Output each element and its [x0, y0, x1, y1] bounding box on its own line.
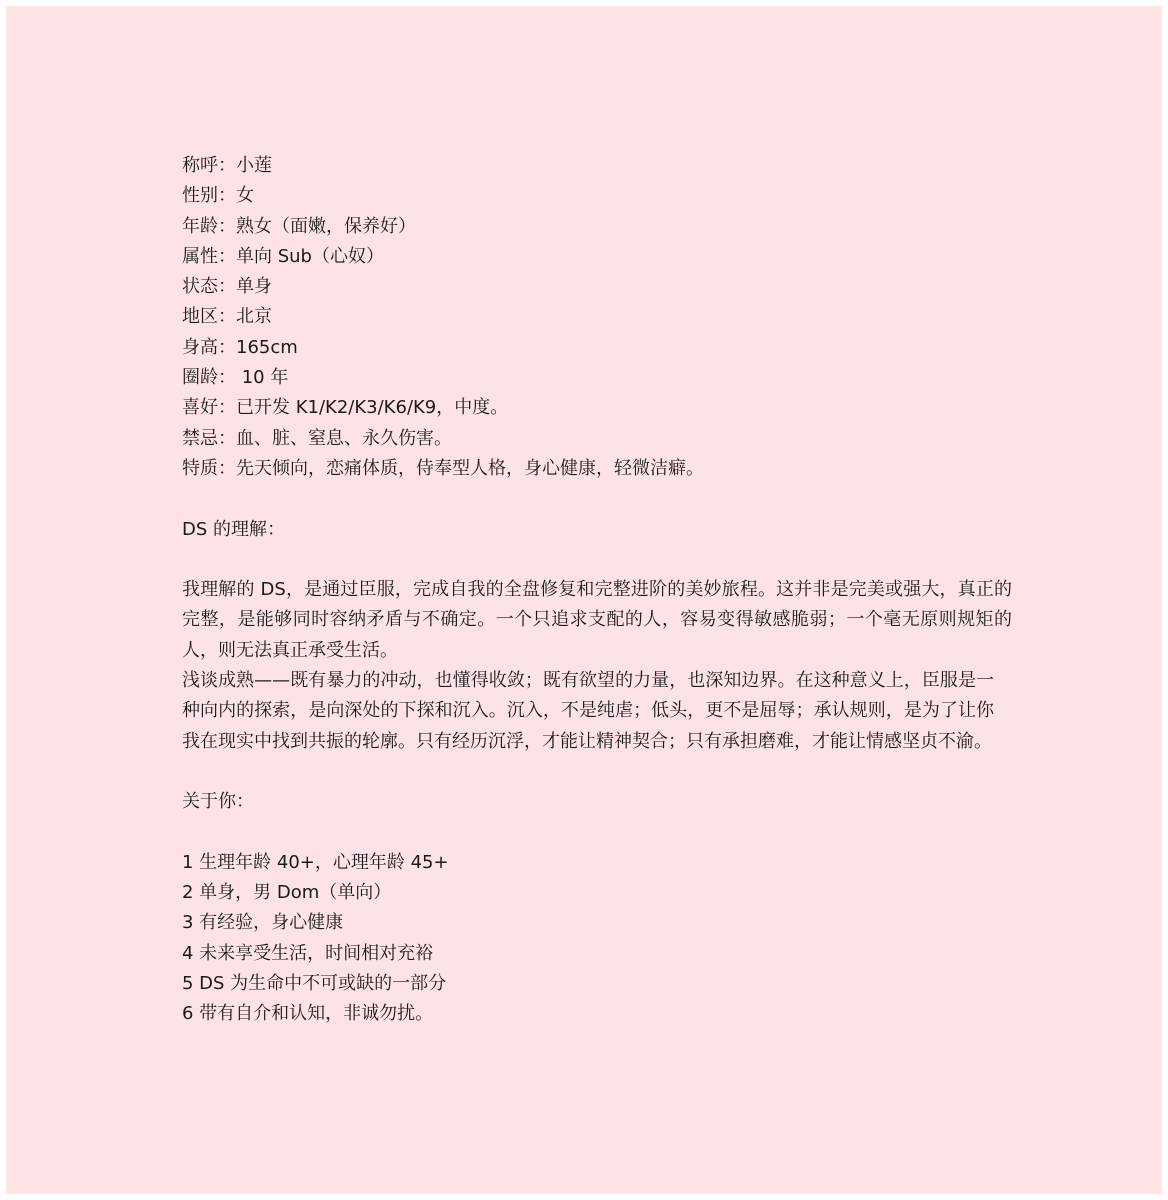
spacer [182, 757, 1012, 787]
profile-experience: 圈龄： 10 年 [182, 367, 289, 389]
ds-paragraph-1: 我理解的 DS，是通过臣服，完成自我的全盘修复和完整进阶的美妙旅程。这并非是完美或强大，真正的完整，是能够同时容纳矛盾与不确定。一个只追求支配的人，容易变得敏感脆弱；一个毫无原则规矩的人，则无法真正承受生活。 [182, 579, 1012, 661]
profile-attribute: 属性：单向 Sub（心奴） [182, 245, 384, 267]
list-item: 6 带有自介和认知，非诚勿扰。 [182, 1003, 434, 1025]
list-item: 5 DS 为生命中不可或缺的一部分 [182, 973, 447, 995]
about-heading: 关于你： [182, 791, 254, 813]
pink-card [6, 6, 1162, 1194]
list-item: 1 生理年龄 40+，心理年龄 45+ [182, 851, 449, 873]
profile-gender: 性别：女 [182, 185, 254, 207]
profile-taboos: 禁忌：血、脏、窒息、永久伤害。 [182, 427, 452, 449]
profile-status: 状态：单身 [182, 276, 272, 298]
ds-heading: DS 的理解： [182, 518, 286, 540]
profile-list [182, 151, 1012, 484]
spacer [182, 818, 1012, 848]
list-item: 3 有经验，身心健康 [182, 912, 344, 934]
profile-region: 地区：北京 [182, 306, 272, 328]
about-list [182, 848, 1012, 1030]
spacer [182, 484, 1012, 514]
list-item: 4 未来享受生活，时间相对充裕 [182, 942, 434, 964]
ds-paragraph-2: 浅谈成熟——既有暴力的冲动，也懂得收敛；既有欲望的力量，也深知边界。在这种意义上，臣服是一种向内的探索，是向深处的下探和沉入。沉入，不是纯虐；低头，更不是屈辱；承认规则，是为了让你我在现实中找到共振的轮廓。只有经历沉浮，才能让精神契合；只有承担磨难，才能让情感坚贞不渝。 [182, 670, 994, 752]
profile-nickname: 称呼：小莲 [182, 155, 272, 176]
profile-age: 年龄：熟女（面嫩，保养好） [182, 215, 416, 237]
profile-preferences: 喜好：已开发 K1/K2/K3/K6/K9，中度。 [182, 397, 509, 419]
post-text [182, 151, 1012, 1030]
profile-traits: 特质：先天倾向，恋痛体质，侍奉型人格，身心健康，轻微洁癖。 [182, 457, 704, 479]
list-item: 2 单身，男 Dom（单向） [182, 882, 392, 904]
spacer [182, 545, 1012, 575]
profile-height: 身高：165cm [182, 336, 298, 358]
